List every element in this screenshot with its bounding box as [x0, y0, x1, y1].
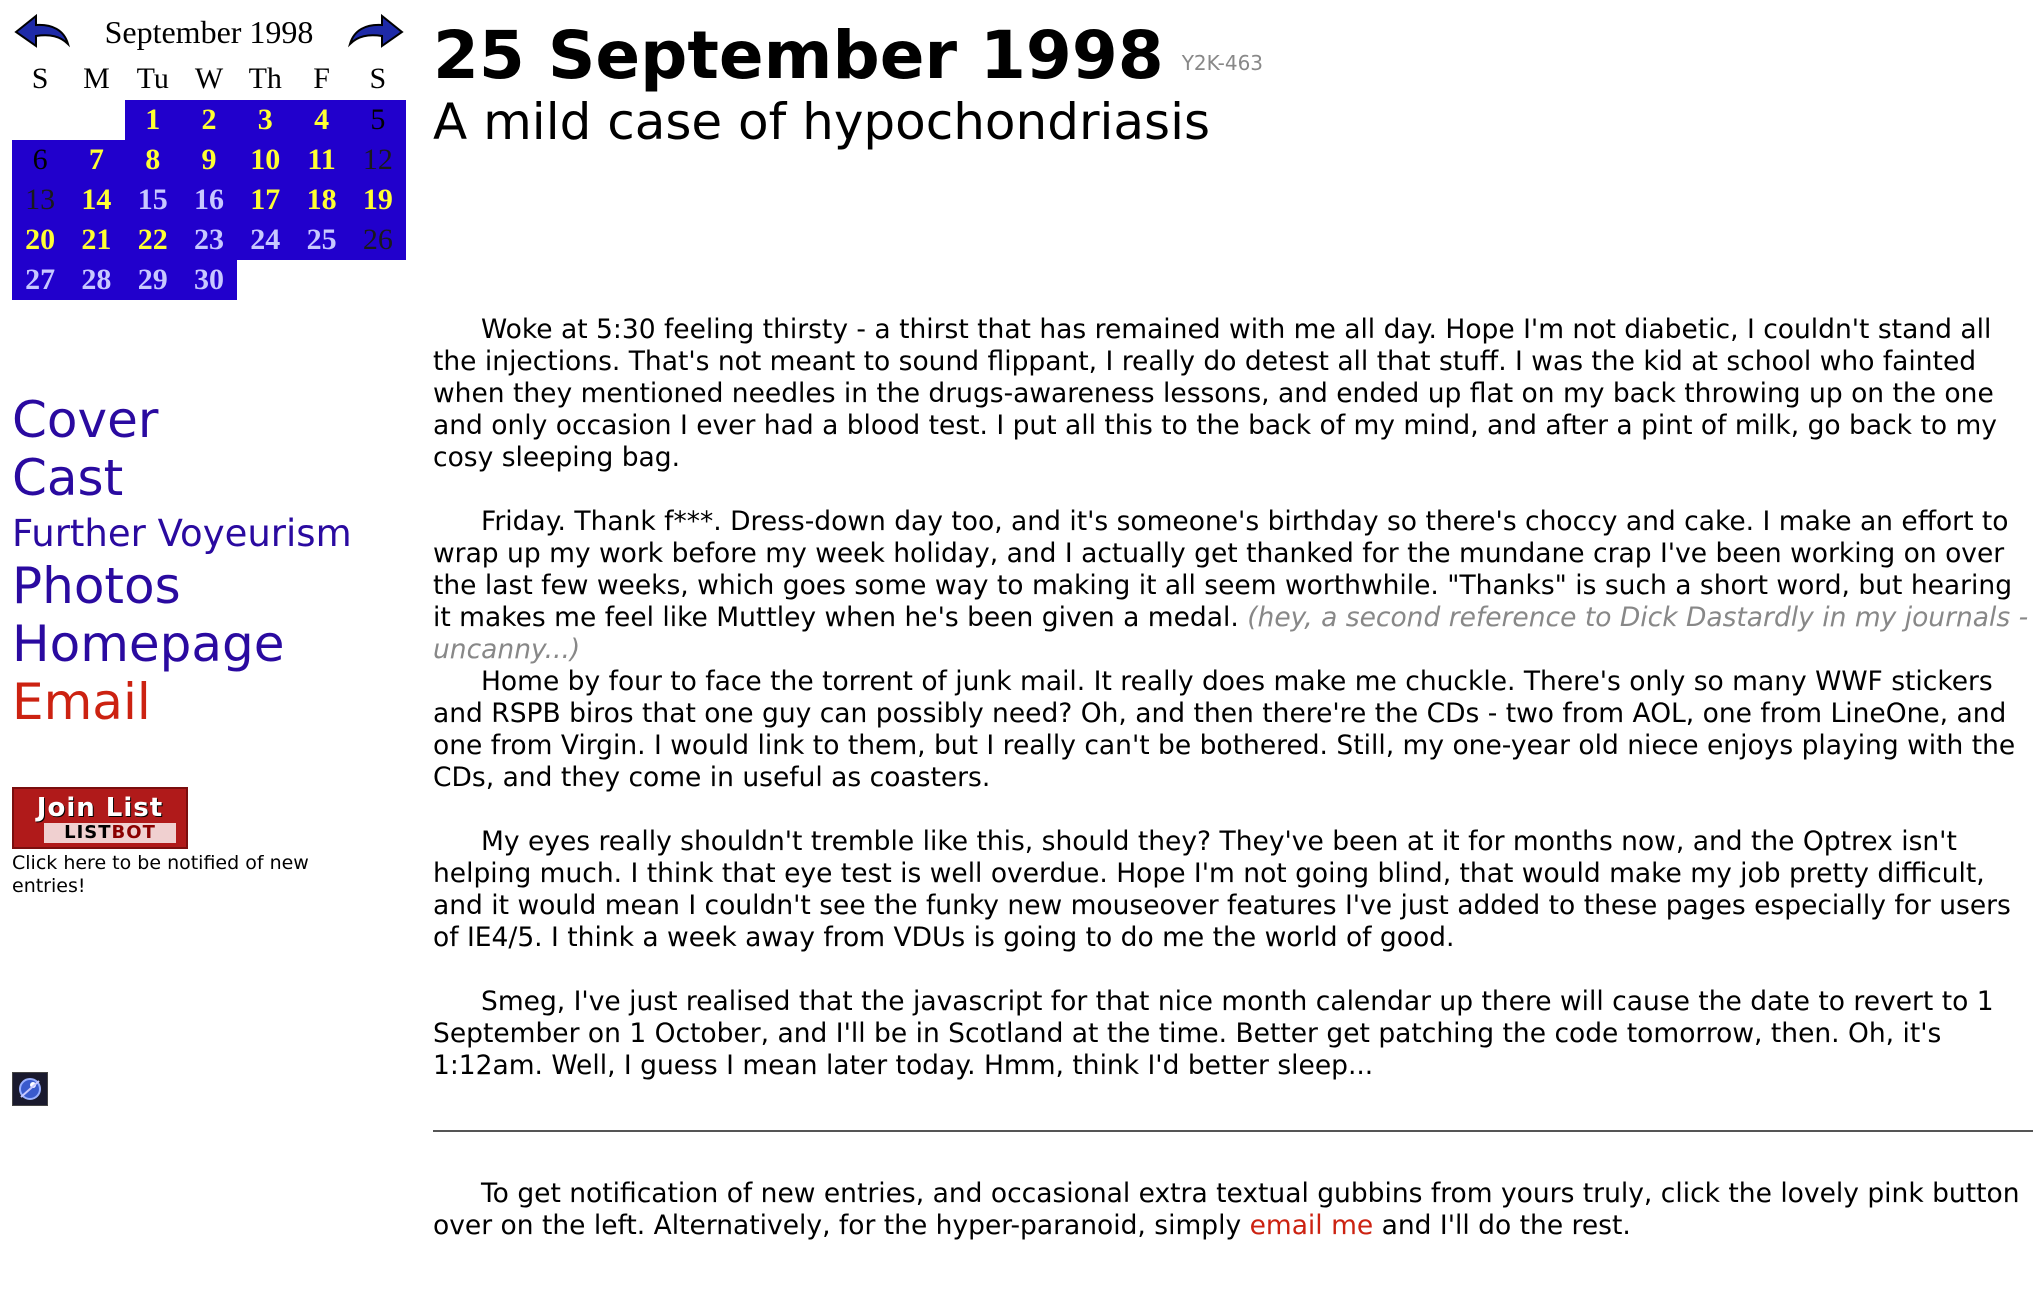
email-me-link[interactable]: email me: [1249, 1210, 1374, 1241]
calendar-day-link[interactable]: 17: [237, 180, 293, 220]
nav-homepage-link[interactable]: Homepage: [12, 615, 285, 673]
calendar-day-link[interactable]: 18: [293, 180, 349, 220]
calendar-days: [12, 100, 406, 300]
calendar-day: 23: [181, 220, 237, 260]
listbot-label: [44, 823, 176, 843]
calendar-day-link[interactable]: 11: [293, 140, 349, 180]
calendar-day-link[interactable]: 8: [125, 140, 181, 180]
calendar-day: 29: [125, 260, 181, 300]
calendar-day: 25: [293, 220, 349, 260]
calendar-empty-cell: [12, 100, 68, 140]
month-calendar: [12, 12, 406, 300]
entry-paragraph: Smeg, I've just realised that the javascript for that nice month calendar up there will cause the date to revert to 1 September on 1 October, and I'll be in Scotland at the time. Better get patching the code tomorrow, then. Oh, it's 1:12am. Well, I guess I mean later today. Hmm, think I'd better sleep...: [433, 986, 1994, 1081]
nav-email-link[interactable]: Email: [12, 673, 151, 731]
webring-icon[interactable]: [12, 1072, 48, 1106]
nav-cast-link[interactable]: Cast: [12, 449, 124, 507]
calendar-day-link[interactable]: 3: [237, 100, 293, 140]
calendar-header: [12, 12, 406, 58]
footer-text-before: To get notification of new entries, and occasional extra textual gubbins from yours truly, click the lovely pink button over on the left. Alternatively, for the hyper-paranoid, simply: [433, 1178, 2020, 1241]
calendar-month-label: September 1998: [104, 14, 314, 50]
calendar-day-link[interactable]: 14: [68, 180, 124, 220]
nav-cover-link[interactable]: Cover: [12, 391, 159, 449]
calendar-day: 26: [350, 220, 406, 260]
entry-paragraph-text: Friday. Thank f***. Dress-down day too, and it's someone's birthday so there's choccy and cake. I make an effort to wrap up my work before my week holiday, and I actually get thanked for the mundane crap I've been working on over the last few weeks, which goes some way to making it all seem worthwhile. "Thanks" is such a short word, but hearing it makes me feel like Muttley when he's been given a medal.: [433, 506, 2013, 633]
journal-entry: [433, 16, 2033, 1241]
dow-label: Tu: [136, 62, 169, 95]
entry-code: Y2K-463: [1181, 51, 1264, 75]
join-list-label: Join List: [36, 793, 164, 823]
horizontal-divider: [433, 1130, 2033, 1132]
calendar-day: 6: [12, 140, 68, 180]
calendar-day: 27: [12, 260, 68, 300]
dow-label: W: [194, 62, 224, 95]
dow-label: S: [31, 62, 49, 95]
calendar-day: 30: [181, 260, 237, 300]
dow-label: Th: [248, 62, 282, 95]
entry-paragraph: Woke at 5:30 feeling thirsty - a thirst that has remained with me all day. Hope I'm not diabetic, I couldn't stand all the injections. That's not meant to sound flippant, I really do detest all that stuff. I was the kid at school who fainted when they mentioned needles in the drugs-awareness lessons, and ended up flat on my back throwing up on the one and only occasion I ever had a blood test. I put all this to the back of my mind, and after a pint of milk, go back to my cosy sleeping bag.: [433, 314, 1997, 473]
calendar-day: 5: [350, 100, 406, 140]
calendar-day-link[interactable]: 4: [293, 100, 349, 140]
entry-aside: (hey, a second reference to Dick Dastardly in my journals - uncanny...): [433, 602, 2029, 665]
listbot-label-b: BOT: [111, 822, 156, 843]
entry-paragraph: My eyes really shouldn't tremble like this, should they? They've been at it for months now, and the Optrex isn't helping much. I think that eye test is well overdue. Hope I'm not going blind, that would make my job pretty difficult, and it would mean I couldn't see the funky new mouseover features I've just added to these pages especially for users of IE4/5. I think a week away from VDUs is going to do me the world of good.: [433, 826, 2011, 953]
calendar-day: 28: [68, 260, 124, 300]
entry-paragraph: [433, 506, 2033, 666]
calendar-empty-cell: [293, 260, 349, 300]
calendar-day-link[interactable]: 22: [125, 220, 181, 260]
calendar-day-link[interactable]: 1: [125, 100, 181, 140]
footer-text-after: and I'll do the rest.: [1381, 1210, 1631, 1241]
calendar-day-of-week-row: [12, 58, 406, 100]
calendar-empty-cell: [237, 260, 293, 300]
calendar-day-link[interactable]: 7: [68, 140, 124, 180]
calendar-day-link[interactable]: 2: [181, 100, 237, 140]
webring-icon-graphic: [13, 1073, 47, 1105]
calendar-day: 16: [181, 180, 237, 220]
site-navigation: [12, 391, 352, 735]
calendar-day: 15: [125, 180, 181, 220]
entry-subtitle: A mild case of hypochondriasis: [433, 93, 1211, 151]
join-list-button[interactable]: [12, 787, 188, 849]
calendar-day-link[interactable]: 9: [181, 140, 237, 180]
entry-title: 25 September 1998: [433, 17, 1164, 94]
calendar-day-link[interactable]: 20: [12, 220, 68, 260]
join-list-note: Click here to be notified of new entries!: [12, 852, 309, 897]
calendar-day: 24: [237, 220, 293, 260]
nav-photos-link[interactable]: Photos: [12, 557, 181, 615]
calendar-empty-cell: [68, 100, 124, 140]
calendar-empty-cell: [350, 260, 406, 300]
calendar-day: 12: [350, 140, 406, 180]
calendar-day-link[interactable]: 19: [350, 180, 406, 220]
dow-label: M: [83, 62, 110, 95]
entry-header: [433, 16, 2033, 96]
entry-body: [433, 314, 2033, 1114]
footer-note: [433, 1178, 2033, 1242]
entry-paragraph: Home by four to face the torrent of junk mail. It really does make me chuckle. There's only so many WWF stickers and RSPB biros that one guy can possibly need? Oh, and then there're the CDs - two from AOL, one from LineOne, and one from Virgin. I would link to them, but I really can't be bothered. Still, my one-year old niece enjoys playing with the CDs, and they come in useful as coasters.: [433, 666, 2016, 793]
calendar-day: 13: [12, 180, 68, 220]
calendar-day-link[interactable]: 10: [237, 140, 293, 180]
listbot-label-a: LIST: [64, 822, 112, 843]
calendar-day-link[interactable]: 21: [68, 220, 124, 260]
dow-label: F: [313, 62, 330, 95]
nav-further-voyeurism-link[interactable]: Further Voyeurism: [12, 512, 352, 555]
dow-label: S: [369, 62, 387, 95]
forward-arrow-icon[interactable]: [346, 12, 406, 56]
